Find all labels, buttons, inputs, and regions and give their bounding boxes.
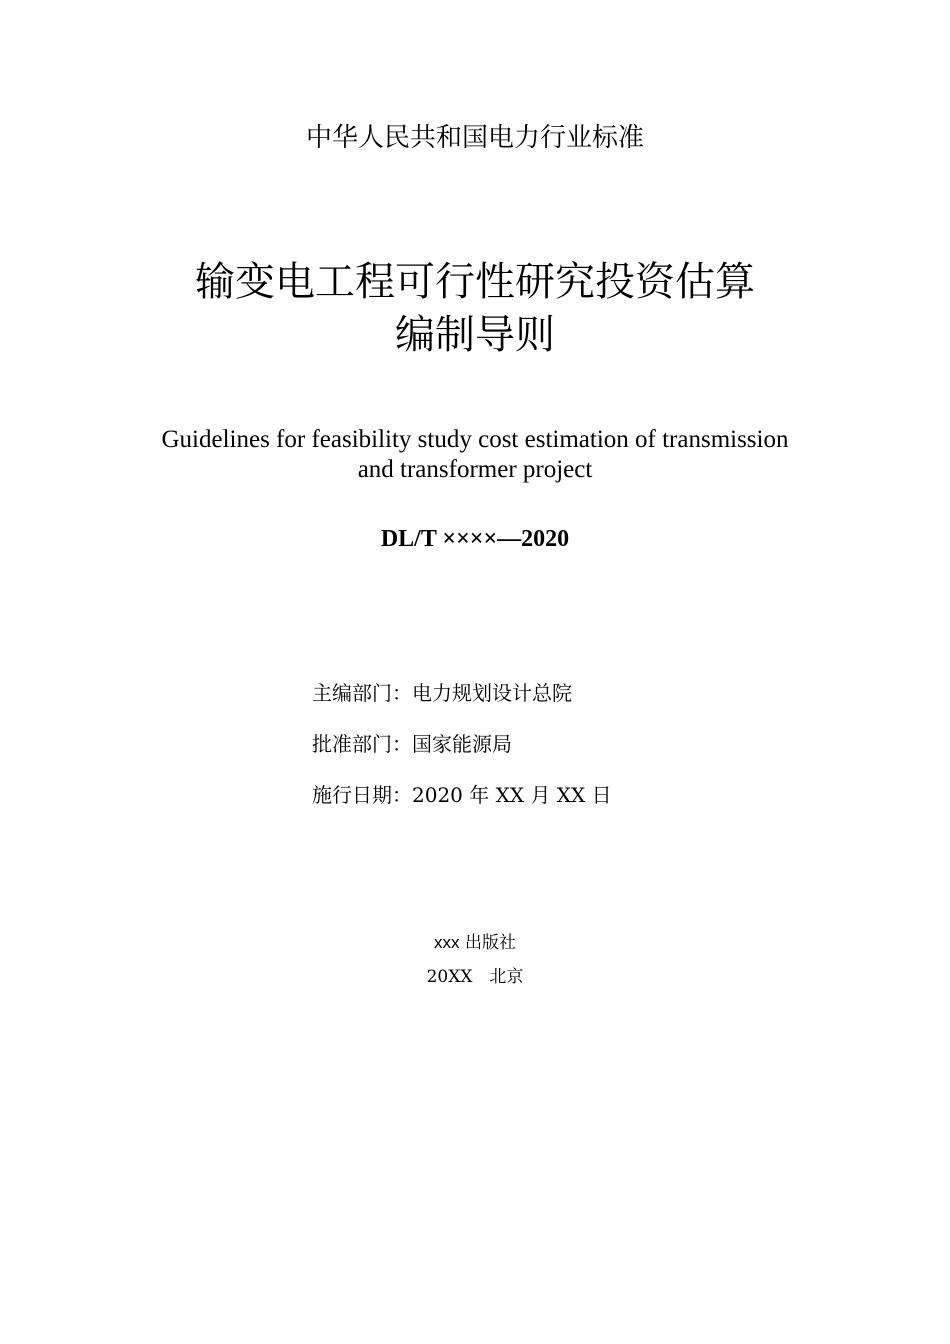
title-en-line2: and transformer project: [357, 456, 593, 483]
meta-label: 批准部门：: [312, 732, 412, 756]
approval-department: [312, 728, 512, 757]
standard-header: 中华人民共和国电力行业标准: [305, 123, 644, 153]
meta-value: 2020 年 XX 月 XX 日: [412, 783, 612, 807]
publisher: [0, 928, 950, 953]
title-zh-line2: 编制导则: [395, 312, 555, 358]
title-zh-line1: 输变电工程可行性研究投资估算: [195, 259, 755, 305]
meta-label: 主编部门：: [312, 681, 412, 705]
publisher-prefix: xxx: [434, 933, 460, 952]
effective-date: [312, 779, 612, 808]
meta-value: 国家能源局: [412, 732, 512, 756]
meta-value: 电力规划设计总院: [412, 681, 572, 705]
title-en-line1: Guidelines for feasibility study cost estimation of transmission: [161, 426, 789, 453]
editor-department: [312, 677, 572, 706]
publisher-name: 出版社: [464, 933, 516, 953]
imprint: 20XX 北京: [426, 967, 524, 987]
meta-label: 施行日期：: [312, 783, 412, 807]
standard-code: DL/T ××××—2020: [380, 526, 570, 552]
